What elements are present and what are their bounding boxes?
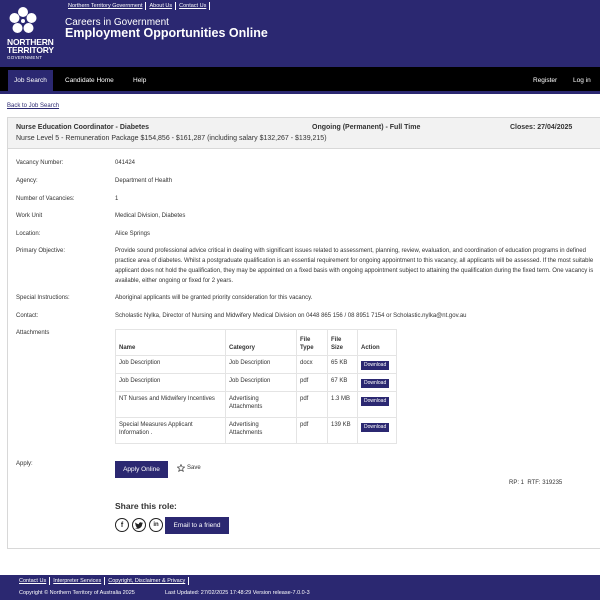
top-link-contact[interactable]: Contact Us <box>176 2 210 10</box>
download-button[interactable]: Download <box>361 361 389 370</box>
attachment-action-cell <box>358 392 397 418</box>
attachment-name: Job Description <box>116 374 226 392</box>
nav-register[interactable]: Register <box>533 77 558 84</box>
job-level: Nurse Level 5 - Remuneration Package $154,856 - $161,287 (including salary $132,267 - $139,215) <box>16 135 327 142</box>
vacancy-number-value: 041424 <box>115 160 136 166</box>
twitter-icon[interactable] <box>132 518 146 532</box>
job-detail-card <box>7 117 600 549</box>
special-instructions-value: Aboriginal applicants will be granted priority consideration for this vacancy. <box>115 295 313 301</box>
main-nav <box>0 67 600 91</box>
attachment-type: docx <box>297 356 328 374</box>
attachment-size: 1.3 MB <box>328 392 358 418</box>
facebook-icon[interactable]: f <box>115 518 129 532</box>
col-file-type-line-1: File <box>300 337 311 343</box>
email-to-friend-button[interactable]: Email to a friend <box>165 517 229 534</box>
nav-help[interactable]: Help <box>133 77 147 84</box>
footer-link-interpreter[interactable]: Interpreter Services <box>50 577 105 585</box>
attachment-action-cell <box>358 374 397 392</box>
footer-links <box>18 577 189 585</box>
footer-link-copyright[interactable]: Copyright, Disclaimer & Privacy <box>105 577 189 585</box>
site-subtitle: Careers in Government <box>65 17 169 28</box>
attachment-category: Job Description <box>226 374 297 392</box>
location-label: Location: <box>16 231 41 237</box>
attachment-size: 65 KB <box>328 356 358 374</box>
nav-underline <box>0 91 600 94</box>
table-header-row <box>116 330 397 356</box>
rtf-value: RTF: 319235 <box>527 480 563 486</box>
footer-copyright: Copyright © Northern Territory of Australia 2025 <box>19 590 135 596</box>
col-file-type <box>297 330 328 356</box>
site-footer <box>0 575 600 600</box>
job-type: Ongoing (Permanent) - Full Time <box>312 124 421 131</box>
star-icon <box>177 464 185 472</box>
logo-line-3: GOVERNMENT <box>7 55 43 60</box>
rp-value: RP: 1 <box>509 480 525 486</box>
attachment-action-cell <box>358 418 397 444</box>
location-value: Alice Springs <box>115 231 151 237</box>
attachment-category: Job Description <box>226 356 297 374</box>
attachment-type: pdf <box>297 392 328 418</box>
vacancy-number-label: Vacancy Number: <box>16 160 64 166</box>
attachment-name: Job Description <box>116 356 226 374</box>
job-title: Nurse Education Coordinator - Diabetes <box>16 124 150 131</box>
logo-line-2: TERRITORY <box>7 45 54 55</box>
nav-login[interactable]: Log in <box>573 77 591 84</box>
footer-last-updated: Last Updated: 27/02/2025 17:48:29 Version release-7.0.0-3 <box>165 590 310 596</box>
save-label: Save <box>187 465 201 471</box>
linkedin-icon[interactable]: in <box>149 518 163 532</box>
download-button[interactable]: Download <box>361 397 389 406</box>
col-file-type-line-2: Type <box>300 345 314 351</box>
nav-job-search[interactable]: Job Search <box>8 70 53 91</box>
col-category: Category <box>226 330 297 356</box>
top-link-about[interactable]: About Us <box>146 2 176 10</box>
job-closing-date: Closes: 27/04/2025 <box>510 124 573 131</box>
footer-link-contact[interactable]: Contact Us <box>18 577 50 585</box>
site-title[interactable]: Employment Opportunities Online <box>65 26 268 40</box>
logo-line-1: NORTHERN <box>7 37 54 47</box>
attachment-action-cell <box>358 356 397 374</box>
attachment-category: Advertising Attachments <box>226 418 297 444</box>
top-link-ntg[interactable]: Northern Territory Government <box>66 2 146 10</box>
nt-government-logo[interactable] <box>6 6 60 62</box>
reference-info <box>509 480 562 486</box>
logo-wordmark <box>7 38 54 54</box>
nav-candidate-home[interactable]: Candidate Home <box>65 77 114 84</box>
work-unit-value: Medical Division, Diabetes <box>115 213 186 219</box>
attachments-label: Attachments <box>16 330 50 336</box>
job-header <box>8 118 600 149</box>
col-action: Action <box>358 330 397 356</box>
twitter-bird-icon <box>135 522 143 529</box>
attachment-type: pdf <box>297 374 328 392</box>
apply-online-button[interactable]: Apply Online <box>115 461 168 478</box>
col-file-size-line-1: File <box>331 337 342 343</box>
special-instructions-label: Special Instructions: <box>16 295 70 301</box>
num-vacancies-value: 1 <box>115 196 119 202</box>
agency-value: Department of Health <box>115 178 173 184</box>
col-file-size <box>328 330 358 356</box>
attachment-category: Advertising Attachments <box>226 392 297 418</box>
attachment-name: Special Measures Applicant Information . <box>116 418 226 444</box>
col-name: Name <box>116 330 226 356</box>
table-row <box>116 392 397 418</box>
col-file-size-line-2: Size <box>331 345 344 351</box>
num-vacancies-label: Number of Vacancies: <box>16 196 75 202</box>
attachment-size: 67 KB <box>328 374 358 392</box>
download-button[interactable]: Download <box>361 379 389 388</box>
download-button[interactable]: Download <box>361 423 389 432</box>
agency-label: Agency: <box>16 178 38 184</box>
attachment-size: 139 KB <box>328 418 358 444</box>
contact-value: Scholastic Nylka, Director of Nursing and Midwifery Medical Division on 0448 865 156 / 08 8951 7154 or Scholastic.nylka@nt.gov.au <box>115 313 467 319</box>
table-row <box>116 356 397 374</box>
table-row <box>116 418 397 444</box>
back-to-job-search-link[interactable]: Back to Job Search <box>7 103 60 109</box>
objective-value: Provide sound professional advice critical in dealing with significant issues related to assessment, planning, review, evaluation, and coordination of education programs in defined practice area of diabetes. Whilst a postgraduate qualification is an essential requirement for ongoing appointment to this vacancy, all applicants will be assessed. If the most suitable applicant does not hold the qualification, they may be appointed on a fixed basis with ongoing appointment subject to attaining the qualification during the fixed term. One vacancy is available, either ongoing or fixed for 2 years. <box>115 248 594 284</box>
save-button[interactable] <box>177 464 201 472</box>
work-unit-label: Work Unit <box>16 213 43 219</box>
top-links <box>66 2 210 10</box>
site-header <box>0 0 600 67</box>
share-title: Share this role: <box>115 501 177 511</box>
objective-label: Primary Objective: <box>16 248 66 254</box>
table-row <box>116 374 397 392</box>
contact-label: Contact: <box>16 313 39 319</box>
attachments-table <box>115 329 397 444</box>
attachment-type: pdf <box>297 418 328 444</box>
flower-emblem-icon <box>8 6 38 36</box>
apply-label: Apply: <box>16 461 33 467</box>
attachment-name: NT Nurses and Midwifery Incentives <box>116 392 226 418</box>
